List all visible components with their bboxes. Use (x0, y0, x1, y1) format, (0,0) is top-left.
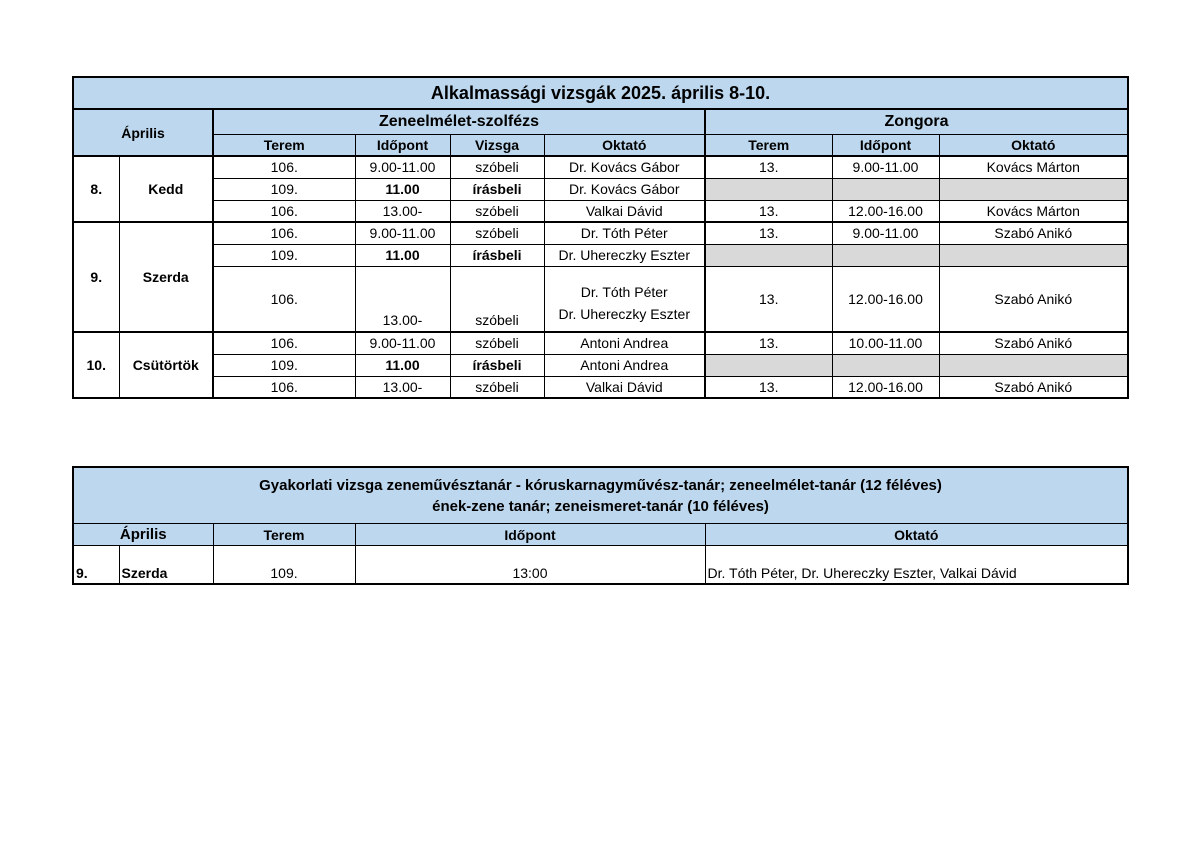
empty-cell (705, 244, 832, 266)
z-idopont-cell: 12.00-16.00 (832, 200, 939, 222)
oktato-cell: Dr. Uhereczky Eszter (544, 244, 705, 266)
empty-cell (832, 178, 939, 200)
z-idopont-cell: 12.00-16.00 (832, 266, 939, 332)
table-row (73, 266, 1128, 332)
table-row (73, 354, 1128, 376)
title-line-2: ének-zene tanár; zeneismeret-tanár (10 féléves) (432, 497, 769, 515)
idopont-cell: 9.00-11.00 (355, 332, 450, 354)
oktato-cell: Dr. Tóth Péter (544, 222, 705, 244)
vizsga-cell: szóbeli (450, 376, 544, 398)
idopont-cell: 13:00 (355, 546, 705, 584)
table-row (73, 156, 1128, 178)
month-header: Április (73, 109, 213, 156)
z-terem-cell: 13. (705, 222, 832, 244)
table-row (73, 332, 1128, 354)
table-row (73, 222, 1128, 244)
oktato-cell: Dr. Tóth Péter, Dr. Uhereczky Eszter, Valkai Dávid (705, 546, 1128, 584)
z-idopont-cell: 9.00-11.00 (832, 156, 939, 178)
oktato-cell: Dr. Kovács Gábor (544, 178, 705, 200)
vizsga-cell: szóbeli (450, 200, 544, 222)
table-row (73, 178, 1128, 200)
idopont-cell: 9.00-11.00 (355, 222, 450, 244)
terem-cell: 106. (213, 222, 355, 244)
col-header-oktato: Oktató (544, 134, 705, 156)
empty-cell (939, 354, 1128, 376)
oktato-cell: Dr. Kovács Gábor (544, 156, 705, 178)
oktato-cell: Valkai Dávid (544, 376, 705, 398)
idopont-cell: 11.00 (355, 178, 450, 200)
table-row (73, 244, 1128, 266)
col-header-z-oktato: Oktató (939, 134, 1128, 156)
terem-cell: 106. (213, 156, 355, 178)
z-idopont-cell: 9.00-11.00 (832, 222, 939, 244)
day-name: Csütörtök (119, 332, 213, 398)
vizsga-cell (450, 266, 544, 332)
col-header-terem: Terem (213, 134, 355, 156)
empty-cell (939, 178, 1128, 200)
terem-cell: 109. (213, 244, 355, 266)
day-number: 8. (73, 156, 119, 222)
vizsga-cell: szóbeli (450, 156, 544, 178)
day-number: 10. (73, 332, 119, 398)
vizsga-cell: szóbeli (450, 332, 544, 354)
vizsga-cell: írásbeli (450, 354, 544, 376)
practical-exam-table (72, 466, 1129, 585)
z-oktato-cell: Kovács Márton (939, 156, 1128, 178)
empty-cell (832, 244, 939, 266)
table-title (73, 467, 1128, 524)
vizsga-cell: szóbeli (450, 222, 544, 244)
vizsga-cell: írásbeli (450, 178, 544, 200)
oktato-line-1: Dr. Tóth Péter (580, 283, 668, 300)
admission-exam-table (72, 76, 1129, 399)
idopont-cell: 11.00 (355, 244, 450, 266)
z-terem-cell: 13. (705, 266, 832, 332)
col-header-vizsga: Vizsga (450, 134, 544, 156)
table-row (73, 200, 1128, 222)
section-header-solfege: Zeneelmélet-szolfézs (213, 109, 705, 134)
day-number: 9. (73, 546, 119, 584)
col-header-terem: Terem (213, 524, 355, 546)
idopont-cell: 11.00 (355, 354, 450, 376)
terem-cell: 109. (213, 546, 355, 584)
empty-cell (705, 178, 832, 200)
table-row (73, 546, 1128, 584)
z-oktato-cell: Szabó Anikó (939, 222, 1128, 244)
table-title: Alkalmassági vizsgák 2025. április 8-10. (73, 77, 1128, 109)
vizsga-cell: írásbeli (450, 244, 544, 266)
day-name: Kedd (119, 156, 213, 222)
day-number: 9. (73, 222, 119, 332)
z-terem-cell: 13. (705, 332, 832, 354)
z-terem-cell: 13. (705, 200, 832, 222)
z-idopont-cell: 12.00-16.00 (832, 376, 939, 398)
terem-cell: 106. (213, 266, 355, 332)
col-header-z-idopont: Időpont (832, 134, 939, 156)
z-oktato-cell: Szabó Anikó (939, 376, 1128, 398)
col-header-z-terem: Terem (705, 134, 832, 156)
terem-cell: 109. (213, 178, 355, 200)
terem-cell: 109. (213, 354, 355, 376)
terem-cell: 106. (213, 376, 355, 398)
idopont-text: 13.00- (382, 311, 423, 328)
col-header-month: Április (73, 524, 213, 546)
idopont-cell: 13.00- (355, 200, 450, 222)
idopont-cell: 9.00-11.00 (355, 156, 450, 178)
empty-cell (939, 244, 1128, 266)
col-header-oktato: Oktató (705, 524, 1128, 546)
day-name: Szerda (119, 546, 213, 584)
vizsga-text: szóbeli (475, 311, 519, 328)
empty-cell (832, 354, 939, 376)
z-oktato-cell: Kovács Márton (939, 200, 1128, 222)
section-header-piano: Zongora (705, 109, 1128, 134)
col-header-idopont: Időpont (355, 524, 705, 546)
z-terem-cell: 13. (705, 376, 832, 398)
idopont-cell (355, 266, 450, 332)
z-oktato-cell: Szabó Anikó (939, 266, 1128, 332)
z-oktato-cell: Szabó Anikó (939, 332, 1128, 354)
z-terem-cell: 13. (705, 156, 832, 178)
z-idopont-cell: 10.00-11.00 (832, 332, 939, 354)
day-name: Szerda (119, 222, 213, 332)
title-line-1: Gyakorlati vizsga zeneművésztanár - kóruskarnagyművész-tanár; zeneelmélet-tanár (12 féléves) (259, 476, 942, 494)
oktato-cell: Antoni Andrea (544, 332, 705, 354)
oktato-cell: Valkai Dávid (544, 200, 705, 222)
oktato-cell (544, 266, 705, 332)
oktato-line-2: Dr. Uhereczky Eszter (558, 305, 690, 322)
empty-cell (705, 354, 832, 376)
terem-cell: 106. (213, 200, 355, 222)
col-header-idopont: Időpont (355, 134, 450, 156)
terem-cell: 106. (213, 332, 355, 354)
oktato-cell: Antoni Andrea (544, 354, 705, 376)
table-row (73, 376, 1128, 398)
idopont-cell: 13.00- (355, 376, 450, 398)
